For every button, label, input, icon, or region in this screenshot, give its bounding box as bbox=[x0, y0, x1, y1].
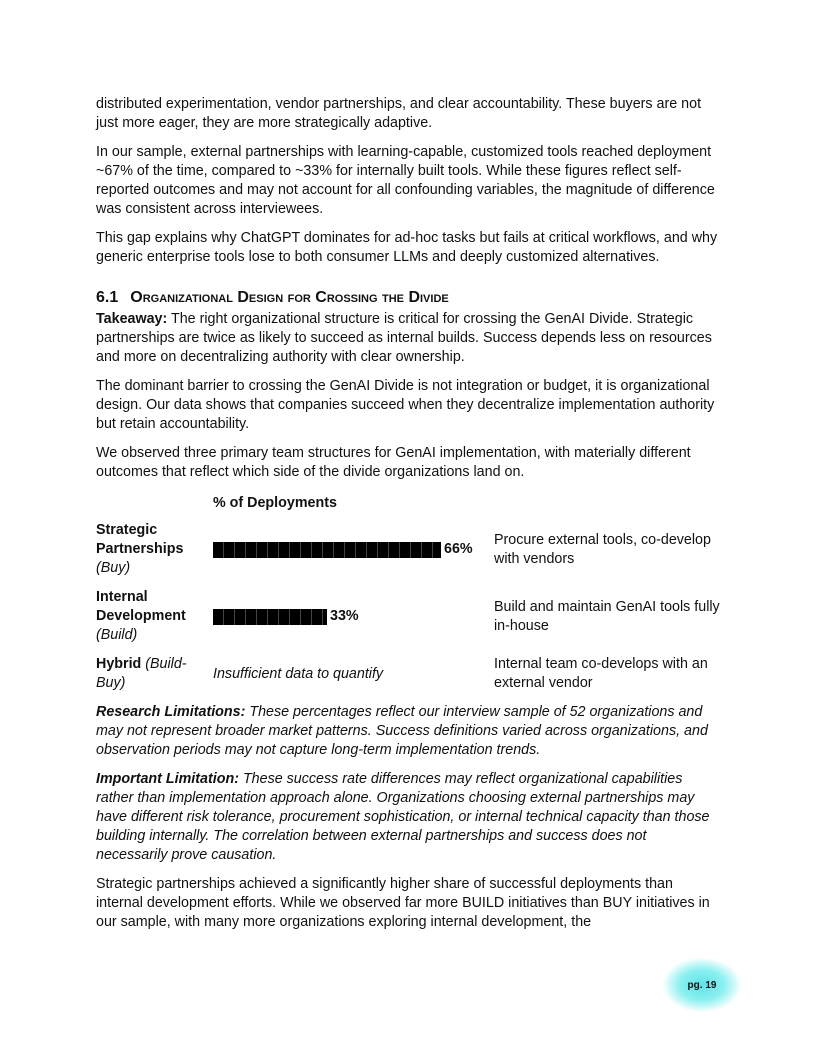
chart-row bbox=[96, 655, 720, 693]
row-sub: (Build) bbox=[96, 627, 138, 643]
row-description: Build and maintain GenAI tools fully in-house bbox=[494, 598, 720, 634]
no-data-label: Insufficient data to quantify bbox=[213, 665, 384, 682]
row-sub: (Build-Buy) bbox=[96, 656, 187, 691]
paragraph: distributed experimentation, vendor partnerships, and clear accountability. These buyers are not just more eager, they are more strategically adaptive. bbox=[96, 96, 702, 131]
important-limitation bbox=[96, 770, 720, 865]
bar bbox=[213, 609, 327, 625]
row-description: Internal team co-develops with an external vendor bbox=[494, 656, 708, 691]
paragraph: In our sample, external partnerships with learning-capable, customized tools reached deployment ~67% of the time, compared to ~33% for internally built tools. While these figures reflect self-reported outcomes and may not account for all confounding variables, the magnitude of difference was consistent across interviewees. bbox=[96, 144, 715, 217]
chart-title: % of Deployments bbox=[213, 495, 337, 511]
takeaway-text: The right organizational structure is critical for crossing the GenAI Divide. Strategic partnerships are twice as likely to succeed as internal builds. Success depends less on resources and more on decentralizing authority with clear ownership. bbox=[96, 311, 712, 365]
page-number: pg. 19 bbox=[663, 958, 741, 1012]
row-description: Procure external tools, co-develop with vendors bbox=[494, 531, 711, 567]
bar-value-label: 66% bbox=[444, 541, 473, 557]
paragraph: We observed three primary team structures for GenAI implementation, with materially different outcomes that reflect which side of the divide organizations land on. bbox=[96, 445, 691, 480]
row-label: Strategic Partnerships bbox=[96, 522, 184, 557]
row-sub: (Buy) bbox=[96, 560, 131, 576]
row-label: Hybrid bbox=[96, 656, 142, 672]
takeaway-label: Takeaway: bbox=[96, 311, 168, 327]
chart-row bbox=[96, 521, 720, 578]
takeaway bbox=[96, 310, 720, 367]
bar bbox=[213, 542, 441, 558]
section-heading bbox=[96, 288, 720, 308]
chart-row bbox=[96, 588, 720, 645]
paragraph: The dominant barrier to crossing the GenAI Divide is not integration or budget, it is organizational design. Our data shows that companies succeed when they decentralize implementation authority but retain accountability. bbox=[96, 378, 715, 432]
deployment-chart bbox=[96, 494, 720, 693]
note-text: These percentages reflect our interview sample of 52 organizations and may not represent broader market patterns. Success definitions varied across organizations, and observation periods may not capture long-term implementation trends. bbox=[96, 704, 708, 758]
note-label: Important Limitation: bbox=[96, 771, 239, 787]
paragraph: Strategic partnerships achieved a significantly higher share of successful deployments than internal development efforts. While we observed far more BUILD initiatives than BUY initiatives in our sample, with many more organizations exploring internal development, the bbox=[96, 876, 710, 930]
research-limitations bbox=[96, 703, 720, 760]
row-label: Internal Development bbox=[96, 589, 186, 624]
note-text: These success rate differences may reflect organizational capabilities rather than implementation approach alone. Organizations choosing external partnerships may have different risk tolerance, procurement sophistication, or internal technical capacity than those building internally. The correlation between external partnerships and success does not necessarily prove causation. bbox=[96, 771, 710, 863]
section-title: Organizational Design for Crossing the Divide bbox=[130, 289, 449, 306]
paragraph: This gap explains why ChatGPT dominates for ad-hoc tasks but fails at critical workflows, and why generic enterprise tools lose to both consumer LLMs and deeply customized alternatives. bbox=[96, 230, 718, 265]
document-body bbox=[96, 95, 720, 942]
bar-value-label: 33% bbox=[330, 608, 359, 624]
section-number: 6.1 bbox=[96, 289, 119, 306]
note-label: Research Limitations: bbox=[96, 704, 246, 720]
